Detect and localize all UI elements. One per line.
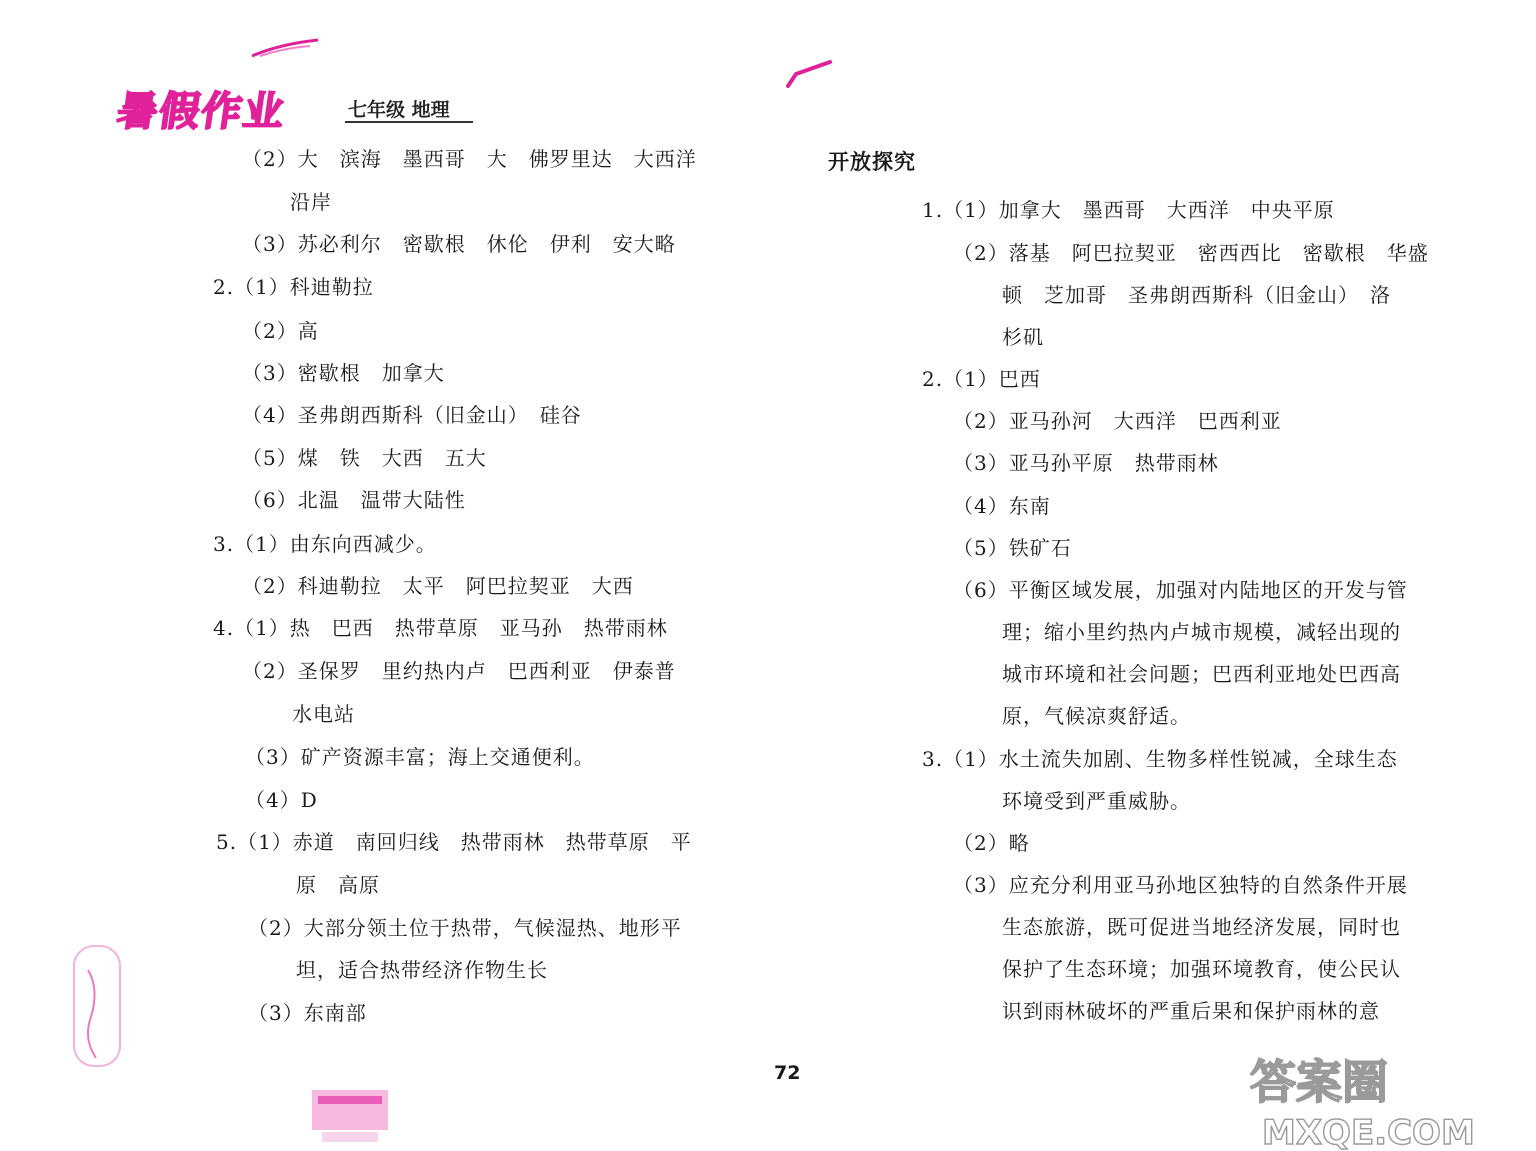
page-number: 72 [774, 1062, 801, 1084]
answer-line: （2）略 [953, 831, 1030, 855]
answer-line: 杉矶 [1002, 325, 1044, 349]
answer-line: （3）矿产资源丰富；海上交通便利。 [245, 745, 595, 769]
answer-line: 3.（1）水土流失加剧、生物多样性锐减，全球生态 [922, 747, 1398, 771]
answer-line: 识到雨林破坏的严重后果和保护雨林的意 [1002, 999, 1380, 1023]
svg-text:MXQE.COM: MXQE.COM [1262, 1113, 1475, 1150]
answer-line: （2）落基 阿巴拉契亚 密西西比 密歇根 华盛 [953, 241, 1429, 265]
answer-line: （3）苏必利尔 密歇根 休伦 伊利 安大略 [242, 232, 676, 256]
answer-line: （3）应充分利用亚马孙地区独特的自然条件开展 [953, 873, 1408, 897]
answer-line: 5.（1）赤道 南回归线 热带雨林 热带草原 平 [216, 830, 692, 854]
pink-stamp-decoration [308, 1086, 394, 1146]
answer-line: 理；缩小里约热内卢城市规模，减轻出现的 [1002, 620, 1401, 644]
answer-line: 顿 芝加哥 圣弗朗西斯科（旧金山） 洛 [1002, 283, 1391, 307]
pink-pen-mark [786, 60, 832, 90]
answer-line: （2）高 [242, 319, 319, 343]
answer-line: 水电站 [292, 702, 355, 726]
pink-pencil-decoration [66, 940, 126, 1080]
answer-line: 生态旅游，既可促进当地经济发展，同时也 [1002, 915, 1401, 939]
answer-line: （2）亚马孙河 大西洋 巴西利亚 [953, 409, 1282, 433]
answer-line: 4.（1）热 巴西 热带草原 亚马孙 热带雨林 [213, 616, 668, 640]
answer-line: （5）铁矿石 [953, 536, 1072, 560]
answer-line: （2）大 滨海 墨西哥 大 佛罗里达 大西洋 [242, 147, 697, 171]
grade-subject-label: 七年级 地理 [348, 99, 450, 121]
answer-line: 城市环境和社会问题；巴西利亚地处巴西高 [1002, 662, 1401, 686]
answer-line: （4）D [245, 788, 318, 812]
logo-swoosh-decoration [250, 38, 320, 58]
answer-line: 3.（1）由东向西减少。 [213, 532, 437, 556]
answer-line: 1.（1）加拿大 墨西哥 大西洋 中央平原 [922, 198, 1335, 222]
answer-line: （4）东南 [953, 494, 1051, 518]
answer-line: （3）亚马孙平原 热带雨林 [953, 451, 1219, 475]
answer-line: 环境受到严重威胁。 [1002, 789, 1191, 813]
answer-line: （2）大部分领土位于热带，气候湿热、地形平 [248, 916, 682, 940]
answer-line: 原，气候凉爽舒适。 [1002, 704, 1191, 728]
answer-line: 2.（1）巴西 [922, 367, 1041, 391]
answer-line: （3）东南部 [248, 1001, 367, 1025]
answer-line: 2.（1）科迪勒拉 [213, 275, 374, 299]
answer-line: （4）圣弗朗西斯科（旧金山） 硅谷 [242, 403, 582, 427]
answer-line: （5）煤 铁 大西 五大 [242, 446, 487, 470]
answer-line: （3）密歇根 加拿大 [242, 361, 445, 385]
site-watermark-logo [1240, 1050, 1530, 1150]
answer-line: （2）圣保罗 里约热内卢 巴西利亚 伊泰普 [242, 659, 676, 683]
answer-line: 坦，适合热带经济作物生长 [296, 958, 548, 982]
section-heading: 开放探究 [828, 149, 916, 174]
svg-text:答案圈: 答案圈 [1250, 1055, 1388, 1109]
logo-title: 暑假作业 [114, 89, 289, 135]
answer-line: 原 高原 [296, 873, 380, 897]
answer-line: （2）科迪勒拉 太平 阿巴拉契亚 大西 [242, 574, 634, 598]
answer-line: （6）北温 温带大陆性 [242, 488, 466, 512]
answer-line: 沿岸 [290, 190, 332, 214]
answer-line: （6）平衡区域发展，加强对内陆地区的开发与管 [953, 578, 1408, 602]
answer-line: 保护了生态环境；加强环境教育，使公民认 [1002, 957, 1401, 981]
header-underline [345, 121, 473, 123]
